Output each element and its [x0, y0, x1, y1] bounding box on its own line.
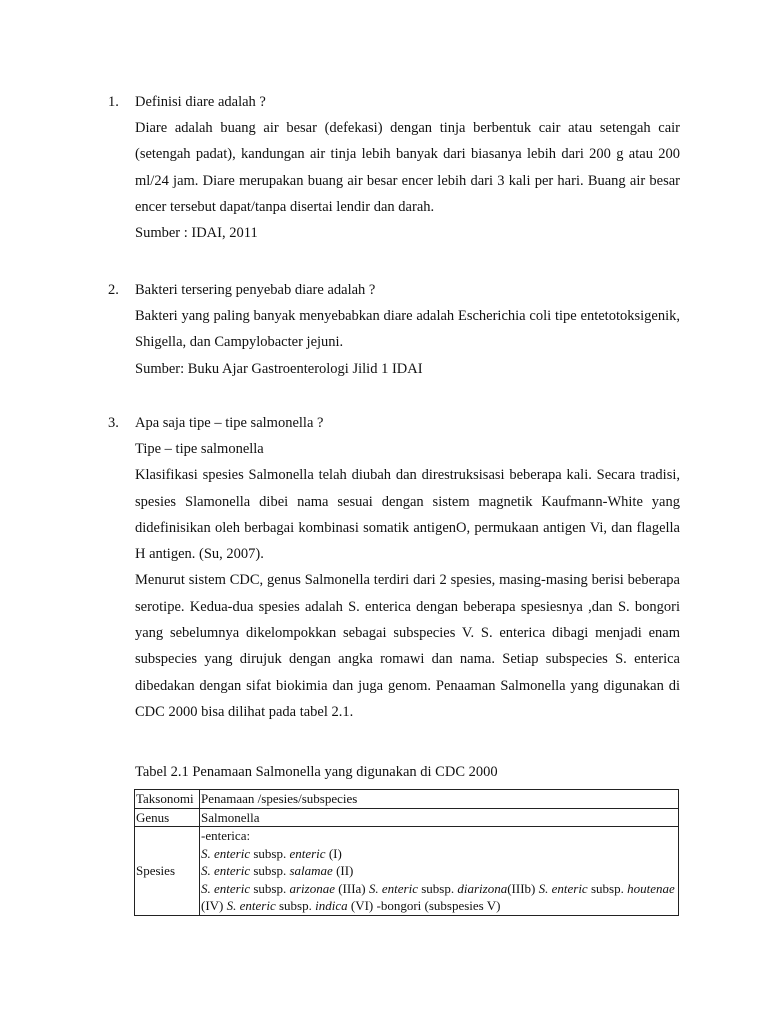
header-cell-naming: Penamaan /spesies/subspecies: [200, 790, 679, 809]
table-header-row: [135, 790, 679, 809]
question-title: Definisi diare adalah ?: [135, 94, 266, 110]
question-title: Apa saja tipe – tipe salmonella ?: [135, 415, 324, 431]
answer: [135, 436, 680, 725]
species-line: -enterica:: [201, 828, 251, 843]
answer-subheading: Tipe – tipe salmonella: [135, 441, 264, 457]
question-2: [108, 277, 680, 382]
table-row: [135, 808, 679, 827]
question-3: [108, 410, 680, 725]
cell-species-value: [200, 827, 679, 916]
species-line: S. enteric subsp. arizonae (IIIa) S. enteric subsp. diarizona(IIIb) S. enteric subsp. houtenae (IV) S. enteric subsp. indica (VI) -bongori (subspesies V): [201, 880, 675, 913]
cell-genus-value: Salmonella: [200, 808, 679, 827]
question-number: 3.: [108, 415, 119, 431]
source-line: Sumber: Buku Ajar Gastroenterologi Jilid 1 IDAI: [135, 360, 423, 377]
cell-genus-label: Genus: [135, 808, 200, 827]
cell-species-label: Spesies: [135, 827, 200, 916]
species-line: S. enteric subsp. salamae (II): [201, 863, 354, 878]
question-title: Bakteri tersering penyebab diare adalah ?: [135, 282, 376, 298]
answer-paragraph: Menurut sistem CDC, genus Salmonella terdiri dari 2 spesies, masing-masing berisi beberapa serotipe. Kedua-dua spesies adalah S. enterica dengan beberapa spesiesnya ,dan S. bongori yang sebelumnya dikelompokkan sebagai subspecies V. S. enterica dibagi menjadi enam subspecies yang dirujuk dengan angka romawi dan nama. Setiap subspecies S. enterica dibedakan dengan sifat biokimia dan juga genom. Penaaman Salmonella yang digunakan di CDC 2000 bisa dilihat pada tabel 2.1.: [135, 572, 680, 720]
question-1: [108, 89, 680, 246]
answer: [135, 115, 680, 246]
question-number: 2.: [108, 282, 119, 298]
species-line: S. enteric subsp. enteric (I): [201, 845, 342, 861]
answer-paragraph: Diare adalah buang air besar (defekasi) dengan tinja berbentuk cair atau setengah cair (setengah padat), kandungan air tinja lebih banyak dari biasanya lebih dari 200 g atau 200 ml/24 jam. Diare merupakan buang air besar encer lebih dari 3 kali per hari. Buang air besar encer tersebut dapat/tanpa disertai lendir dan darah.: [135, 120, 680, 215]
answer-paragraph: Klasifikasi spesies Salmonella telah diubah dan direstruksisasi beberapa kali. Secara tradisi, spesies Slamonella dibei nama sesuai dengan sistem magnetik Kaufmann-White yang didefinisikan oleh berbagai kombinasi somatik antigenO, permukaan antigen Vi, dan flagella H antigen. (Su, 2007).: [135, 467, 680, 563]
table-caption: Tabel 2.1 Penamaan Salmonella yang digunakan di CDC 2000: [135, 764, 498, 780]
header-cell-taxonomy: Taksonomi: [135, 790, 200, 809]
salmonella-table: [134, 789, 679, 916]
question-number: 1.: [108, 94, 119, 110]
table-row: [135, 827, 679, 916]
answer-paragraph: Bakteri yang paling banyak menyebabkan diare adalah Escherichia coli tipe entetotoksigenik, Shigella, dan Campylobacter jejuni.: [135, 308, 680, 351]
source-line: Sumber : IDAI, 2011: [135, 225, 258, 242]
answer: [135, 303, 680, 382]
